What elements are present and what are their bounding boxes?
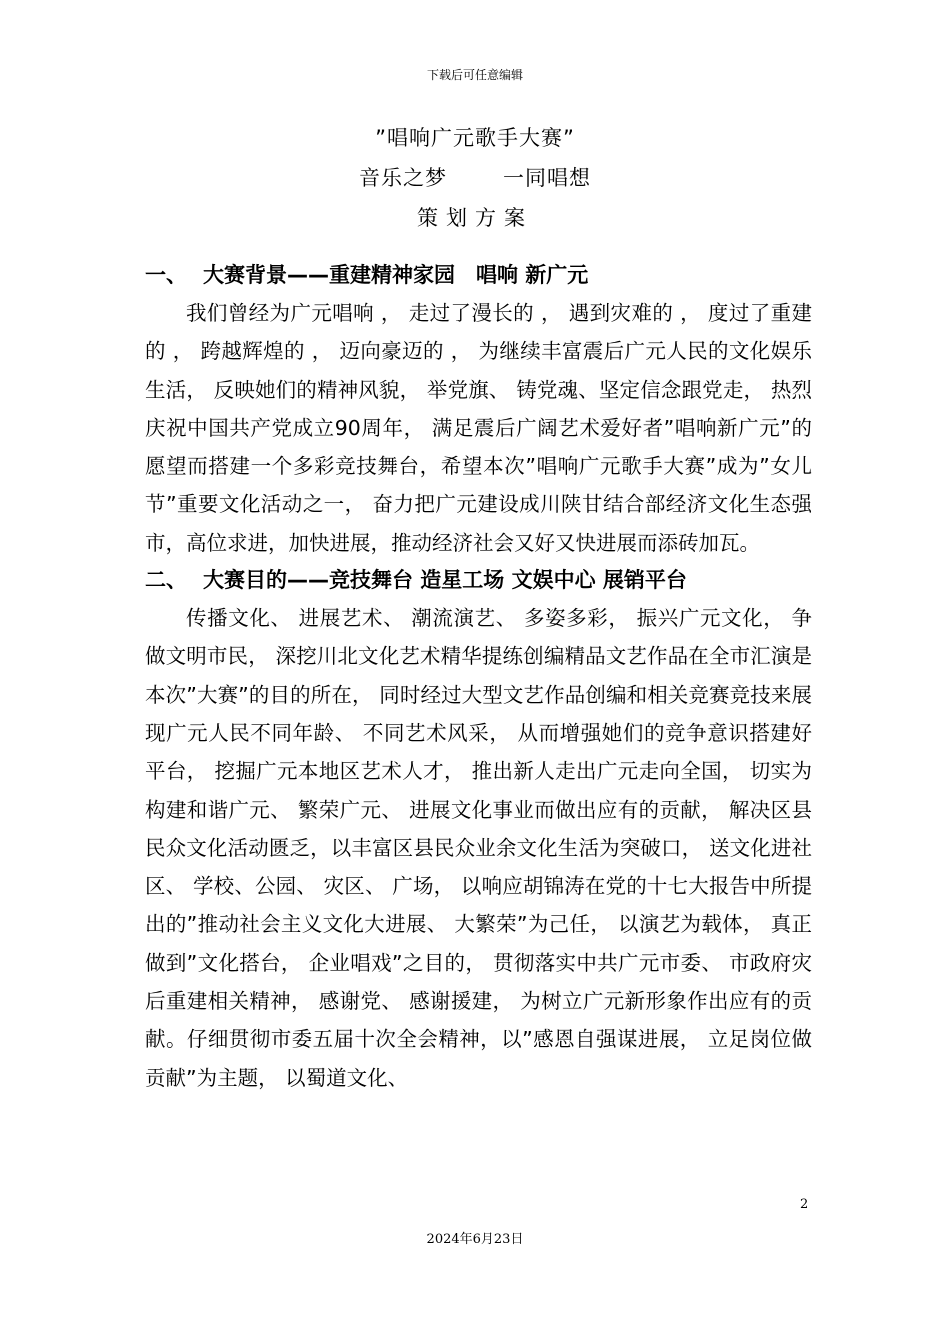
section-paragraph: 我们曾经为广元唱响 ， 走过了漫长的 ， 遇到灾难的 ， 度过了重建的 ， 跨越辉煌的 ， 迈向豪迈的 ， 为继续丰富震后广元人民的文化娱乐生活， 反映她们的精神风貌， 举党旗、 铸党魂、坚定信念跟党走， 热烈庆祝中国共产党成立90周年， 满足震后广阔艺术爱好者”唱响新广元”的愿望而搭建一个多彩竞技舞台，希望本次”唱响广元歌手大赛”成为”女儿节”重要文化活动之一， 奋力把广元建设成川陕甘结合部经济文化生态强市，高位求进，加快进展，推动经济社会又好又快进展而添砖加瓦。 bbox=[145, 301, 812, 555]
section-number: 二、 bbox=[145, 568, 187, 593]
section-background bbox=[145, 257, 812, 562]
section-title: 大赛背景——重建精神家园 唱响 新广元 bbox=[203, 263, 589, 287]
section-paragraph: 传播文化、 进展艺术、 潮流演艺、 多姿多彩， 振兴广元文化， 争做文明市民， 深挖川北文化艺术精华提练创编精品文艺作品在全市汇演是本次”大赛”的目的所在， 同时经过大型文艺作品创编和相关竞赛竞技来展现广元人民不同年龄、 不同艺术风采， 从而增强她们的竞争意识搭建好平台， 挖掘广元本地区艺术人才， 推出新人走出广元走向全国， 切实为构建和谐广元、 繁荣广元、 进展文化事业而做出应有的贡献， 解决区县民众文化活动匮乏，以丰富区县民众业余文化生活为突破口， 送文化进社区、 学校、公园、 灾区、 广场， 以响应胡锦涛在党的十七大报告中所提出的”推动社会主义文化大进展、 大繁荣”为己任， 以演艺为载体， 真正做到”文化搭台， 企业唱戏”之目的， 贯彻落实中共广元市委、 市政府灾后重建相关精神， 感谢党、 感谢援建， 为树立广元新形象作出应有的贡献。仔细贯彻市委五届十次全会精神，以”感恩自强谋进展， 立足岗位做贡献”为主题， 以蜀道文化、 bbox=[145, 606, 812, 1090]
title-block bbox=[0, 118, 950, 238]
document-body bbox=[145, 257, 812, 1097]
section-purpose bbox=[145, 562, 812, 1097]
main-title: ”唱响广元歌手大赛” bbox=[375, 126, 575, 150]
footer-date: 2024年6月23日 bbox=[426, 1232, 524, 1247]
header-note: 下载后可任意编辑 bbox=[426, 68, 523, 82]
subtitle-left: 音乐之梦 bbox=[359, 166, 447, 190]
plan-title: 策划方案 bbox=[417, 206, 533, 230]
section-title: 大赛目的——竞技舞台 造星工场 文娱中心 展销平台 bbox=[203, 568, 687, 593]
page-number: 2 bbox=[800, 1197, 809, 1212]
subtitle bbox=[0, 158, 950, 198]
section-heading bbox=[145, 562, 812, 599]
section-heading bbox=[145, 257, 812, 294]
section-number: 一、 bbox=[145, 263, 187, 287]
subtitle-right: 一同唱想 bbox=[503, 166, 591, 190]
